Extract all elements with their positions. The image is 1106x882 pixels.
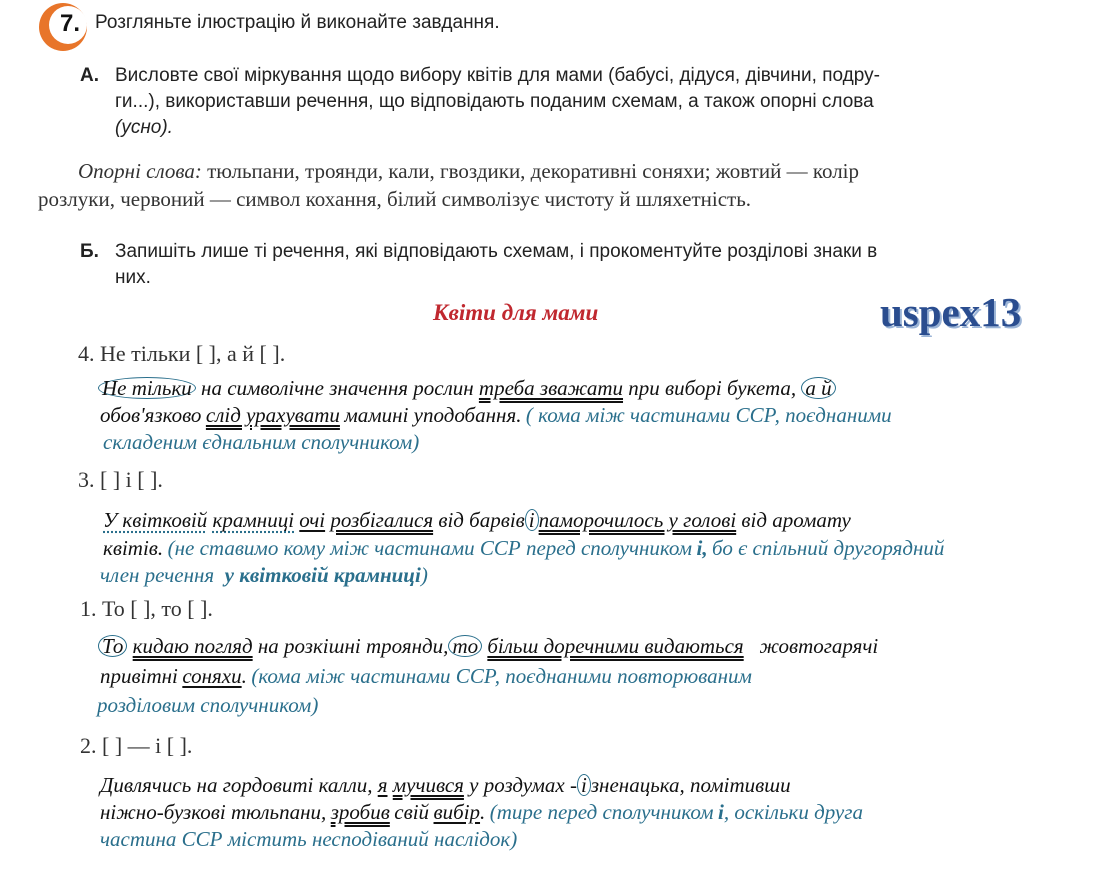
section-b-line2: них. [115, 267, 151, 288]
page-heading: Квіти для мами [433, 300, 599, 325]
predicate: розбігалися [330, 508, 434, 532]
object: вибір [433, 800, 481, 824]
section-b-line1: Запишіть лише ті речення, які відповідають схемам, і прокоментуйте розділові знаки в [115, 241, 878, 262]
reference-label: Опорні слова: [78, 159, 202, 183]
subject: очі [299, 508, 326, 532]
comment: член речення у квітковій крамниці) [100, 563, 428, 587]
conjunction-circled: То [98, 635, 127, 657]
reference-words-line2: розлуки, червоний — символ кохання, білий символізує чистоту й шляхетність. [38, 187, 752, 211]
schema-2: 2. [ ] — і [ ]. [80, 733, 193, 758]
predicate: кидаю погляд [132, 634, 253, 658]
comment: складеним єднальним сполучником) [103, 430, 420, 454]
adverbial: У квітковій [103, 508, 208, 532]
comment: розділовим сполучником) [97, 693, 319, 717]
sentence-3-line1: У квітковій крамниці очі розбігалися від барвів і паморочилось у голові від аромату [103, 508, 851, 532]
conjunction-circled: і [525, 509, 539, 531]
conjunction-circled: Не тільки [98, 377, 196, 399]
schema-1: 1. То [ ], то [ ]. [80, 596, 213, 621]
section-a-letter: А. [80, 65, 99, 86]
task-number: 7. [60, 10, 81, 37]
conjunction-circled: а й [801, 377, 835, 399]
comment: (не ставимо кому між частинами ССР перед сполучником [167, 536, 693, 560]
predicate: паморочилось у голові [538, 508, 737, 532]
schema-4: 4. Не тільки [ ], а й [ ]. [78, 341, 286, 366]
task-title: Розгляньте ілюстрацію й виконайте завдання. [95, 12, 500, 33]
sentence-2-line2: ніжно-бузкові тюльпани, зробив свій вибір. (тире перед сполучником і, оскільки друга [100, 800, 863, 824]
predicate: мучився [392, 773, 464, 797]
reference-text1: тюльпани, троянди, кали, гвоздики, декоративні соняхи; жовтий — колір [207, 159, 860, 183]
sentence-1-line1: То кидаю погляд на розкішні троянди, то більш доречними видаються жовтогарячі [98, 634, 878, 659]
adverbial: крамниці [212, 508, 295, 532]
comment: (кома між частинами ССР, поєднаними повторюваним [251, 664, 752, 688]
sentence-4-line1: Не тільки на символічне значення рослин треба зважати при виборі букета, а й [98, 376, 836, 401]
comment: (тире перед сполучником [489, 800, 714, 824]
section-a-line2: ги...), використавши речення, що відповідають поданим схемам, а також опорні слова [115, 91, 874, 112]
conjunction-circled: то [448, 635, 482, 657]
schema-3: 3. [ ] і [ ]. [78, 467, 163, 492]
predicate: більш доречними видаються [487, 634, 744, 658]
watermark: uspex13 [880, 289, 1022, 335]
section-b-letter: Б. [80, 241, 99, 262]
predicate: зробив [330, 800, 390, 824]
sentence-4-line2: обов'язково слід урахувати мамині уподобання. ( кома між частинами ССР, поєднаними [100, 403, 892, 427]
predicate: треба зважати [478, 376, 624, 400]
comment: частина ССР містить несподіваний наслідок) [100, 827, 518, 851]
comment: ( кома між частинами ССР, поєднаними [525, 403, 892, 427]
reference-words-line1 [78, 159, 859, 184]
predicate: слід урахувати [205, 403, 340, 427]
subject: соняхи [182, 664, 242, 688]
subject: я [377, 773, 388, 797]
conjunction-circled: і [577, 774, 591, 796]
sentence-2-line1: Дивлячись на гордовиті калли, я мучився у роздумах - і зненацька, помітивши [100, 773, 791, 797]
section-a-line1: Висловте свої міркування щодо вибору квітів для мами (бабусі, дідуся, дівчини, подру- [115, 65, 880, 86]
sentence-3-line2: квітів. (не ставимо кому між частинами ССР перед сполучником і, бо є спільний другорядний [103, 536, 945, 560]
sentence-1-line2: привітні соняхи. (кома між частинами ССР, поєднаними повторюваним [100, 664, 752, 688]
section-a-line3: (усно). [115, 117, 173, 138]
